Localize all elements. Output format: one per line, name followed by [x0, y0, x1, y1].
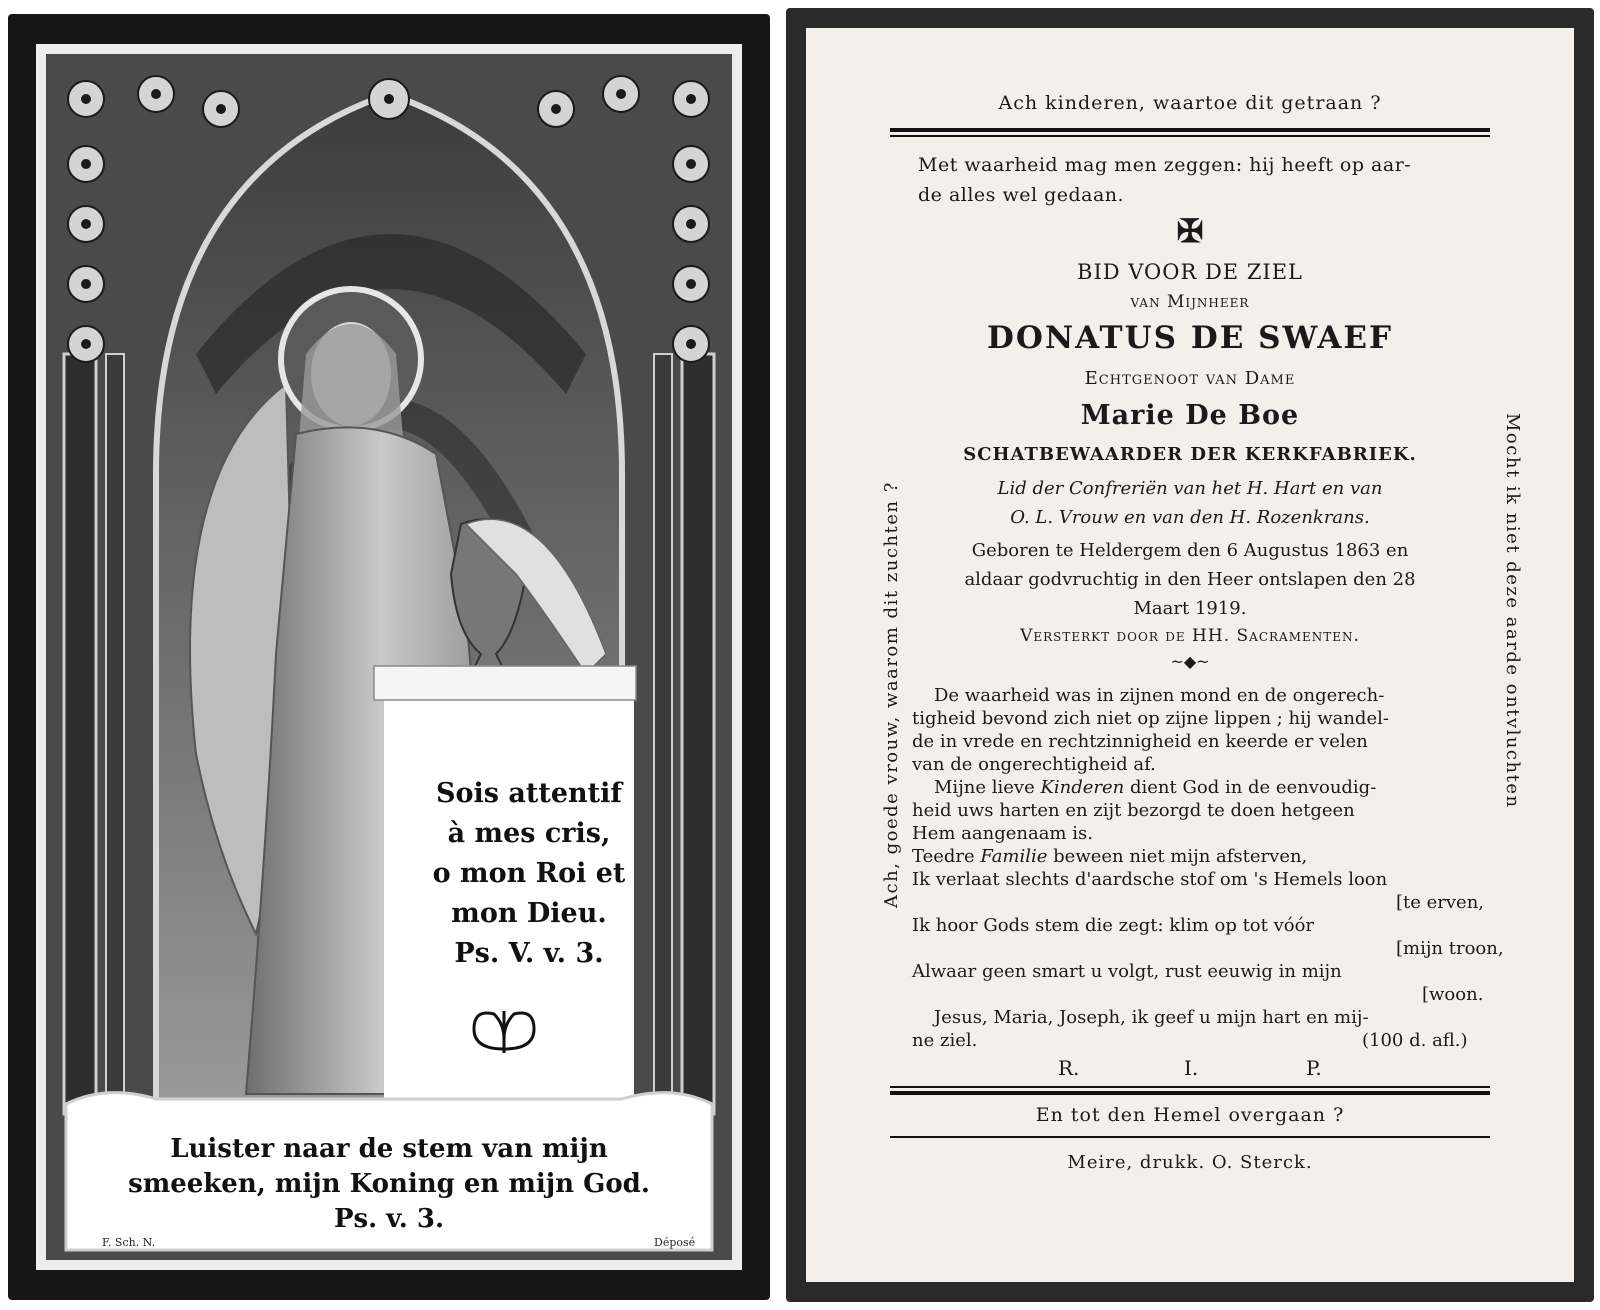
pray-line: BID VOOR DE ZIEL	[1077, 260, 1303, 284]
membership-line: O. L. Vrouw en van den H. Rozenkrans.	[1010, 507, 1370, 528]
quote-line: à mes cris,	[447, 818, 611, 849]
bottom-line: Ps. v. 3.	[333, 1204, 445, 1234]
indulgence-note: (100 d. afl.)	[1362, 1030, 1468, 1051]
quote-line: mon Dieu.	[451, 898, 607, 929]
occupation: SCHATBEWAARDER DER KERKFABRIEK.	[963, 444, 1417, 465]
body-fragment: Mijne lieve	[934, 777, 1041, 798]
text-side-inner	[806, 28, 1574, 1282]
verse-line: Alwaar geen smart u volgt, rust eeuwig in mijn	[912, 961, 1342, 982]
artwork-frame	[46, 54, 732, 1260]
membership-text	[890, 474, 1490, 532]
body-fragment: dient God in de eenvoudig-	[1124, 777, 1377, 798]
closing-rule	[890, 1136, 1490, 1138]
side-text-right: Mocht ik niet deze aarde ontvluchten	[1502, 413, 1523, 809]
verse-continuation: [woon.	[1422, 984, 1484, 1005]
rip-i: I.	[1184, 1056, 1199, 1080]
bottom-rule-thin	[890, 1086, 1490, 1088]
ornament-divider-icon: ~◆~	[1170, 652, 1210, 671]
body-text	[912, 684, 1504, 1052]
mourning-angel-illustration	[46, 54, 732, 1260]
quote-line: Sois attentif	[436, 778, 622, 809]
verse-line: Ik verlaat slechts d'aardsche stof om 's Hemels loon	[912, 869, 1388, 890]
publisher-mark: F. Sch. N.	[102, 1236, 156, 1249]
prayer-fragment: ne ziel.	[912, 1030, 978, 1051]
side-text-left: Ach, goede vrouw, waarom dit zuchten ?	[881, 481, 902, 908]
depose-mark: Déposé	[654, 1236, 696, 1249]
spouse-of-line: Echtgenoot van Dame	[1084, 368, 1296, 389]
verse-continuation: [te erven,	[1396, 892, 1485, 913]
of-line: van Mijnheer	[1130, 292, 1250, 312]
life-line: Maart 1919.	[1133, 598, 1247, 619]
membership-line: Lid der Confreriën van het H. Hart en van	[997, 478, 1383, 499]
bottom-line: Luister naar de stem van mijn	[170, 1134, 608, 1164]
memorial-card-text-side	[786, 8, 1594, 1302]
body-fragment: beween niet mijn afsterven,	[1047, 846, 1308, 867]
life-line: aldaar godvruchtig in den Heer ontslapen den 28	[964, 569, 1416, 590]
rip-p: P.	[1306, 1056, 1322, 1080]
picture-side-inner-border	[36, 44, 742, 1270]
verse-line: Ik hoor Gods stem die zegt: klim op tot vóór	[912, 915, 1315, 936]
opening-line: Met waarheid mag men zeggen: hij heeft op aar-	[918, 154, 1412, 176]
opening-text	[918, 150, 1411, 210]
body-emphasis: Familie	[980, 846, 1048, 867]
body-line-children	[912, 776, 1498, 799]
life-line: Geboren te Heldergem den 6 Augustus 1863 en	[971, 540, 1409, 561]
body-line: van de ongerechtigheid af.	[912, 754, 1156, 775]
rip-r: R.	[1058, 1056, 1080, 1080]
body-line: De waarheid was in zijnen mond en de ongerech-	[934, 685, 1385, 706]
body-line: tigheid bevond zich niet op zijne lippen ; hij wandel-	[912, 708, 1389, 729]
life-dates-text	[890, 536, 1490, 623]
body-emphasis: Kinderen	[1040, 777, 1125, 798]
prayer-line: Jesus, Maria, Joseph, ik geef u mijn hart en mij-	[934, 1007, 1369, 1028]
body-fragment: Teedre	[912, 846, 981, 867]
body-line: de in vrede en rechtzinnigheid en keerde er velen	[912, 731, 1368, 752]
top-rule-thick	[890, 128, 1490, 132]
memorial-card-picture-side	[8, 14, 770, 1300]
closing-question: En tot den Hemel overgaan ?	[1035, 1104, 1345, 1126]
verse-continuation: [mijn troon,	[1396, 938, 1504, 959]
top-rule-thin	[890, 135, 1490, 137]
quote-line: Ps. V. v. 3.	[454, 938, 604, 969]
sacraments-line: Versterkt door de HH. Sacramenten.	[1020, 626, 1360, 646]
pedestal-quote	[398, 774, 660, 1024]
bottom-psalm-text	[94, 1132, 684, 1237]
body-line: heid uws harten en zijt bezorgd te doen hetgeen	[912, 800, 1355, 821]
quote-line: o mon Roi et	[432, 858, 626, 889]
opening-line: de alles wel gedaan.	[918, 184, 1125, 206]
spouse-name: Marie De Boe	[1080, 400, 1300, 431]
bottom-line: smeeken, mijn Koning en mijn God.	[128, 1169, 650, 1199]
deceased-name: DONATUS DE SWAEF	[986, 320, 1394, 356]
body-line-family	[912, 845, 1498, 868]
printer-line: Meire, drukk. O. Sterck.	[1067, 1152, 1313, 1173]
bottom-rule-thick	[890, 1091, 1490, 1095]
top-question: Ach kinderen, waartoe dit getraan ?	[998, 92, 1382, 114]
prayer-last-line	[912, 1029, 1498, 1052]
body-line: Hem aangenaam is.	[912, 823, 1093, 844]
cross-icon: ✠	[1176, 212, 1204, 250]
